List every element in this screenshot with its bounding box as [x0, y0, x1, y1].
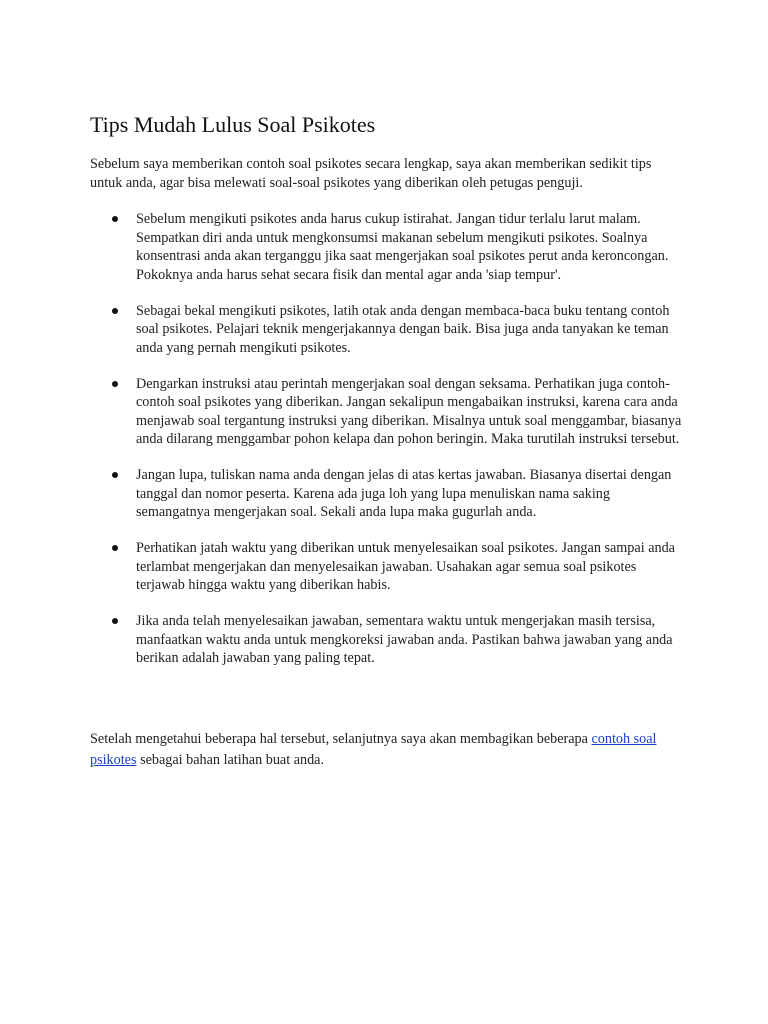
list-item: [90, 612, 682, 668]
outro-text-after: sebagai bahan latihan buat anda.: [136, 752, 325, 768]
intro-paragraph: Sebelum saya memberikan contoh soal psikotes secara lengkap, saya akan memberikan sedikit tips untuk anda, agar bisa melewati soal-soal psikotes yang diberikan oleh petugas penguji.: [90, 156, 652, 191]
tip-text: Jangan lupa, tuliskan nama anda dengan jelas di atas kertas jawaban. Biasanya disertai dengan tanggal dan nomor peserta. Karena ada juga loh yang lupa menuliskan nama saking semangatnya mengerjakan soal. Sekali anda lupa maka gugurlah anda.: [136, 467, 672, 520]
tip-text: Sebelum mengikuti psikotes anda harus cukup istirahat. Jangan tidur terlalu larut malam. Sempatkan diri anda untuk mengkonsumsi makanan sebelum mengikuti psikotes. Soalnya konsentrasi anda akan terganggu jika saat mengerjakan soal psikotes perut anda keroncongan. Pokoknya anda harus sehat secara fisik dan mental agar anda 'siap tempur'.: [136, 211, 669, 283]
tip-text: Sebagai bekal mengikuti psikotes, latih otak anda dengan membaca-baca buku tentang contoh soal psikotes. Pelajari teknik mengerjakannya dengan baik. Bisa juga anda tanyakan ke teman anda yang pernah mengikuti psikotes.: [136, 302, 670, 356]
bullet-icon: [112, 545, 118, 551]
tip-text: Dengarkan instruksi atau perintah mengerjakan soal dengan seksama. Perhatikan juga contoh-contoh soal psikotes yang diberikan. Jangan sekalipun mengabaikan instruksi, karena cara anda menjawab soal tergantung instruksi yang diberikan. Misalnya untuk soal menggambar, biasanya anda dilarang menggambar pohon kelapa dan pohon beringin. Maka turutilah instruksi tersebut.: [136, 375, 682, 447]
bullet-icon: [112, 216, 118, 222]
tip-text: Perhatikan jatah waktu yang diberikan untuk menyelesaikan soal psikotes. Jangan sampai anda terlambat mengerjakan dan menyelesaikan jawaban. Usahakan agar semua soal psikotes terjawab hingga waktu yang diberikan habis.: [136, 540, 675, 593]
tips-list: [90, 210, 682, 685]
bullet-icon: [112, 308, 118, 314]
list-item: [90, 210, 682, 284]
contoh-soal-psikotes-link[interactable]: contoh soal psikotes: [90, 731, 657, 768]
bullet-icon: [112, 618, 118, 624]
list-item: [90, 302, 682, 358]
list-item: [90, 539, 682, 595]
list-item: [90, 375, 682, 449]
bullet-icon: [112, 472, 118, 478]
bullet-icon: [112, 381, 118, 387]
tip-text: Jika anda telah menyelesaikan jawaban, sementara waktu untuk mengerjakan masih tersisa, manfaatkan waktu anda untuk mengkoreksi jawaban anda. Pastikan bahwa jawaban yang anda berikan adalah jawaban yang paling tepat.: [136, 613, 673, 666]
list-item: [90, 466, 682, 522]
article-title: Tips Mudah Lulus Soal Psikotes: [90, 112, 376, 137]
outro-paragraph: [90, 729, 682, 771]
outro-text-before: Setelah mengetahui beberapa hal tersebut, selanjutnya saya akan membagikan beberapa: [90, 731, 592, 747]
